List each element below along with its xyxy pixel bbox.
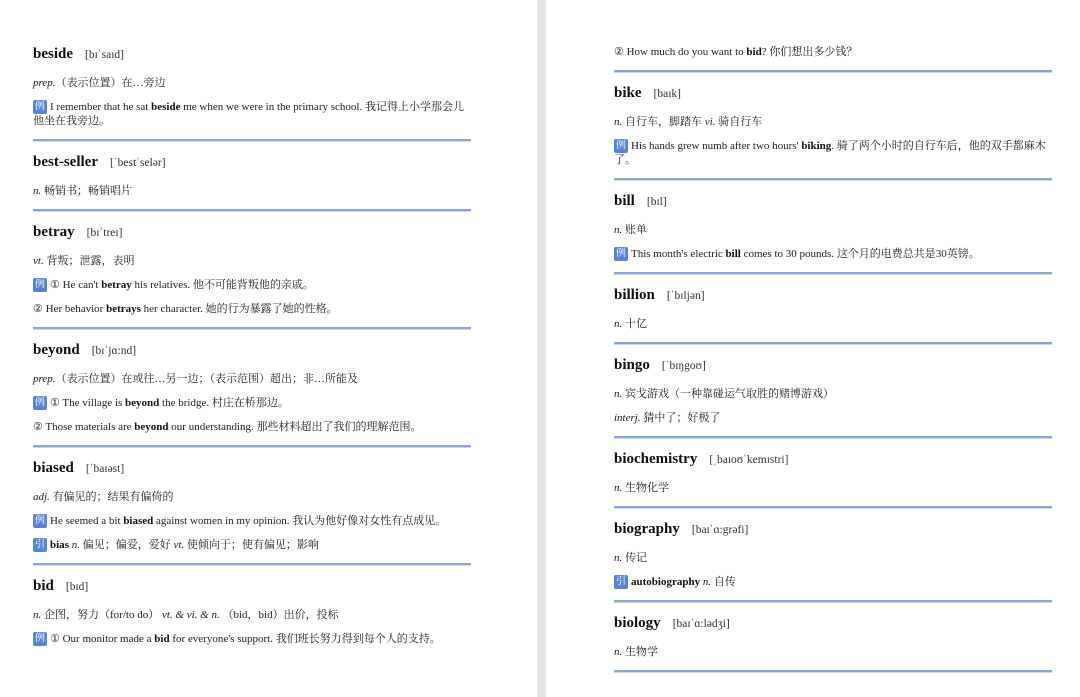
entry-divider (614, 600, 1052, 603)
entry-divider (614, 506, 1052, 509)
example-tag-icon: 例 (35, 515, 45, 526)
entry-billion (614, 287, 1052, 345)
phonetic: [ˈbɪljən] (666, 290, 705, 302)
reference-tag-icon: 引 (616, 576, 626, 587)
phonetic: [baɪˈɑ:lədʒi] (672, 618, 730, 630)
headword: beyond (33, 342, 80, 358)
definition: n. 自行车，脚踏车 vi. 骑自行车 (614, 116, 763, 128)
headword: best-seller (33, 154, 98, 170)
entry-divider (614, 436, 1052, 439)
phonetic: [ˈbaɪəst] (85, 463, 125, 475)
definition: n. 宾戈游戏（一种靠碰运气取胜的赌博游戏） (614, 388, 834, 400)
entry-biography (614, 521, 1052, 603)
reference-tag-icon: 引 (35, 539, 45, 550)
example: 例 He seemed a bit biased against women in my opinion. 我认为他好像对女性有点成见。 (35, 515, 447, 527)
phonetic: [bɪˈjɑ:nd] (91, 345, 137, 357)
example-tag-icon: 例 (35, 279, 45, 290)
entry-divider (614, 342, 1052, 345)
definition: n. 生物化学 (614, 482, 669, 494)
right-page (546, 0, 1080, 697)
entry-divider (614, 178, 1052, 181)
right-column (614, 43, 1052, 685)
example: 例 His hands grew numb after two hours' biking. 骑了两个小时的自行车后，他的双手都麻木了。 (614, 140, 1046, 166)
headword: bike (614, 85, 642, 101)
headword: bill (614, 193, 635, 209)
headword: bingo (614, 357, 650, 373)
entry-bike (614, 85, 1052, 181)
example: 例 ① The village is beyond the bridge. 村庄在桥那边。 (35, 397, 289, 409)
phonetic: [bɪl] (646, 196, 667, 208)
example-tag-icon: 例 (35, 397, 45, 408)
phonetic: [ˌbaɪoʊˈkemɪstri] (709, 454, 789, 466)
headword: bid (33, 578, 54, 594)
headword: biochemistry (614, 451, 698, 467)
definition: n. 传记 (614, 552, 647, 564)
entry-divider (614, 70, 1052, 73)
phonetic: [baɪˈɑ:grəfi] (691, 524, 749, 536)
reference: 引 bias n. 偏见；偏爱，爱好 vt. 使倾向于；使有偏见；影响 (35, 539, 319, 551)
phonetic: [bɪˈtreɪ] (86, 227, 123, 239)
example: 例 ① He can't betray his relatives. 他不可能背叛他的亲戚。 (35, 279, 314, 291)
example-tag-icon: 例 (35, 633, 45, 644)
definition: interj. 猜中了；好极了 (614, 412, 721, 424)
definition: n. 畅销书；畅销唱片 (33, 185, 132, 197)
continued-example (614, 45, 1052, 73)
headword: beside (33, 46, 74, 62)
phonetic: [baɪk] (653, 88, 681, 100)
example: ② How much do you want to bid? 你们想出多少钱？ (614, 46, 858, 58)
headword: biology (614, 615, 661, 631)
phonetic: [bɪd] (65, 581, 89, 593)
definition: n. 企图，努力（for/to do） vt. & vi. & n. （bid，bid）出价，投标 (33, 609, 339, 621)
definition: n. 生物学 (614, 646, 658, 658)
definition: n. 账单 (614, 224, 647, 236)
entry-best-seller (33, 154, 471, 212)
entry-divider (614, 272, 1052, 275)
entry-biochemistry (614, 451, 1052, 509)
reference: 引 autobiography n. 自传 (616, 576, 736, 588)
headword: billion (614, 287, 655, 303)
entry-divider (33, 445, 471, 448)
entry-bid (33, 578, 471, 646)
example: ② Those materials are beyond our understanding. 那些材料超出了我们的理解范围。 (33, 421, 422, 433)
entry-biased (33, 460, 471, 566)
definition: n. 十亿 (614, 318, 647, 330)
phonetic: [ˈbɪŋgoʊ] (661, 360, 706, 372)
entry-beside (33, 46, 471, 142)
example-tag-icon: 例 (35, 101, 45, 112)
example-tag-icon: 例 (616, 140, 626, 151)
phonetic: [bɪˈsaɪd] (85, 49, 124, 61)
headword: biography (614, 521, 680, 537)
example: 例 This month's electric bill comes to 30 pounds. 这个月的电费总共是30英镑。 (616, 248, 980, 260)
definition: prep.（表示位置）在…旁边 (33, 77, 166, 89)
left-column (33, 46, 471, 646)
phonetic: [ˈbestˈselər] (109, 157, 166, 169)
headword: betray (33, 224, 75, 240)
definition: adj. 有偏见的；结果有偏倚的 (33, 491, 174, 503)
example-tag-icon: 例 (616, 248, 626, 259)
entry-beyond (33, 342, 471, 448)
entry-divider (33, 327, 471, 330)
example: 例 I remember that he sat beside me when we were in the primary school. 我记得上小学那会儿他坐在我旁边。 (33, 101, 464, 127)
left-page (0, 0, 537, 697)
entry-divider (33, 209, 471, 212)
entry-biology (614, 615, 1052, 673)
entry-bingo (614, 357, 1052, 439)
entry-divider (33, 563, 471, 566)
entry-bill (614, 193, 1052, 275)
example: 例 ① Our monitor made a bid for everyone's support. 我们班长努力得到每个人的支持。 (35, 633, 441, 645)
entry-divider (33, 139, 471, 142)
entry-betray (33, 224, 471, 330)
page-gutter (537, 0, 546, 697)
example: ② Her behavior betrays her character. 她的行为暴露了她的性格。 (33, 303, 338, 315)
definition: vt. 背叛；泄露，表明 (33, 255, 135, 267)
entry-divider (614, 670, 1052, 673)
definition: prep.（表示位置）在或往…另一边；（表示范围）超出；非…所能及 (33, 373, 359, 385)
headword: biased (33, 460, 74, 476)
